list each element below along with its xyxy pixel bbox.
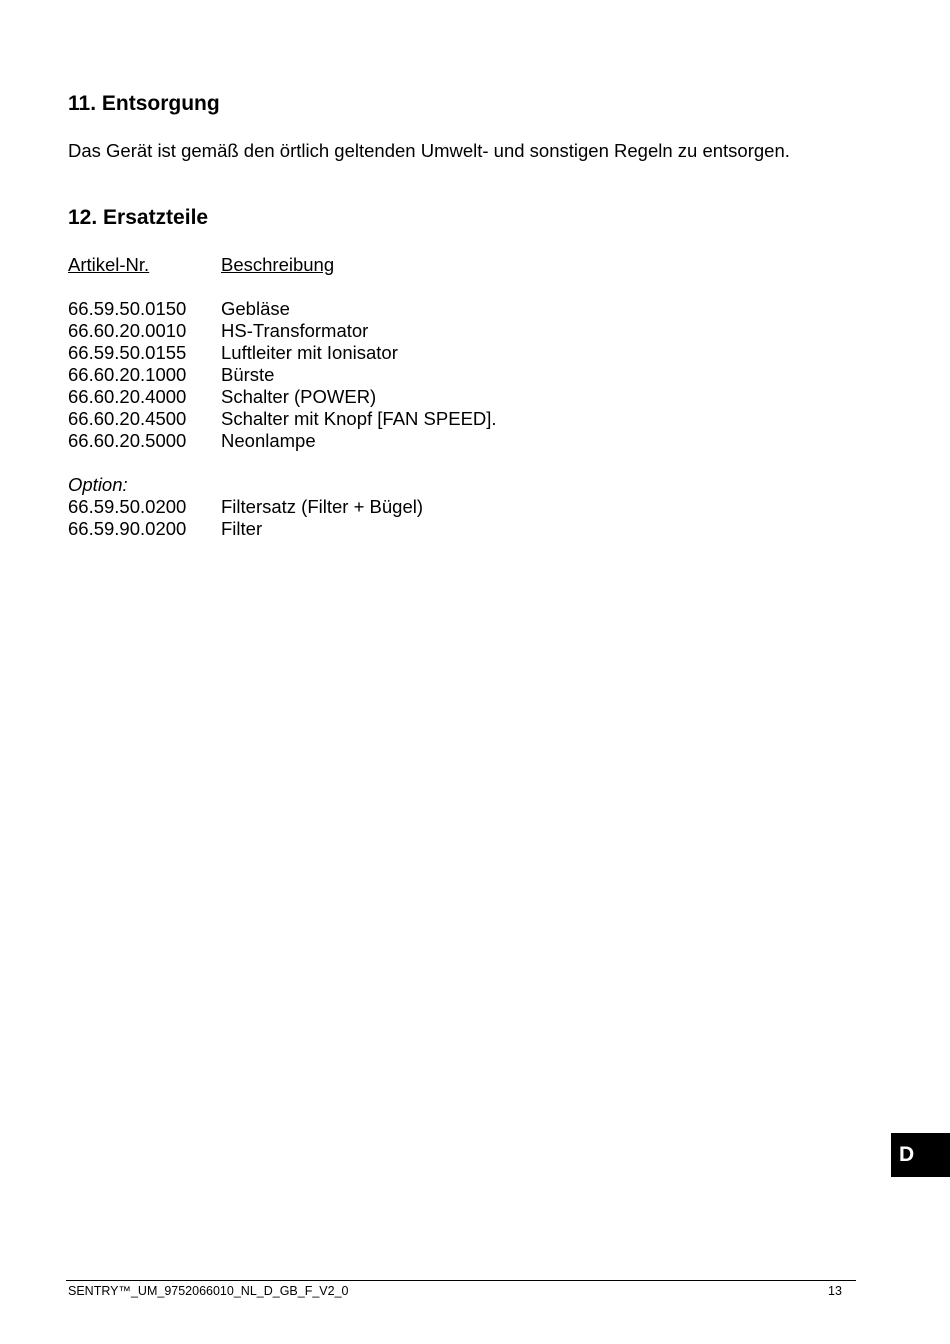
part-description: Luftleiter mit Ionisator [221,342,398,363]
footer-divider [66,1280,856,1281]
part-description: Bürste [221,364,275,385]
part-description: Neonlampe [221,430,316,451]
disposal-text: Das Gerät ist gemäß den örtlich geltenden Umwelt- und sonstigen Regeln zu entsorgen. [68,140,790,161]
part-number: 66.59.50.0200 [68,496,187,517]
table-row [68,496,423,518]
part-number: 66.60.20.5000 [68,430,187,451]
table-row [68,298,497,320]
part-number: 66.60.20.4000 [68,386,187,407]
part-number: 66.60.20.0010 [68,320,187,341]
part-number: 66.60.20.1000 [68,364,187,385]
parts-table-header [68,254,334,276]
table-row [68,386,497,408]
table-row [68,320,497,342]
column-header-article-number: Artikel-Nr. [68,254,150,275]
table-row [68,342,497,364]
part-description: Schalter (POWER) [221,386,377,407]
option-label: Option: [68,474,128,495]
part-description: Filter [221,518,263,539]
footer-document-id: SENTRY™_UM_9752066010_NL_D_GB_F_V2_0 [68,1284,349,1298]
options-list [68,496,423,540]
part-number: 66.59.90.0200 [68,518,187,539]
part-description: Filtersatz (Filter + Bügel) [221,496,424,517]
table-row [68,364,497,386]
parts-list [68,298,497,452]
heading-disposal: 11. Entsorgung [68,92,220,115]
table-row [68,408,497,430]
part-number: 66.59.50.0155 [68,342,187,363]
table-row [68,518,423,540]
heading-spare-parts: 12. Ersatzteile [68,206,209,229]
part-description: Gebläse [221,298,290,319]
part-number: 66.60.20.4500 [68,408,187,429]
page-number: 13 [828,1284,842,1298]
column-header-description: Beschreibung [221,254,335,275]
language-tab: D [891,1133,950,1177]
table-row [68,430,497,452]
part-description: HS-Transformator [221,320,369,341]
part-number: 66.59.50.0150 [68,298,187,319]
part-description: Schalter mit Knopf [FAN SPEED]. [221,408,497,429]
